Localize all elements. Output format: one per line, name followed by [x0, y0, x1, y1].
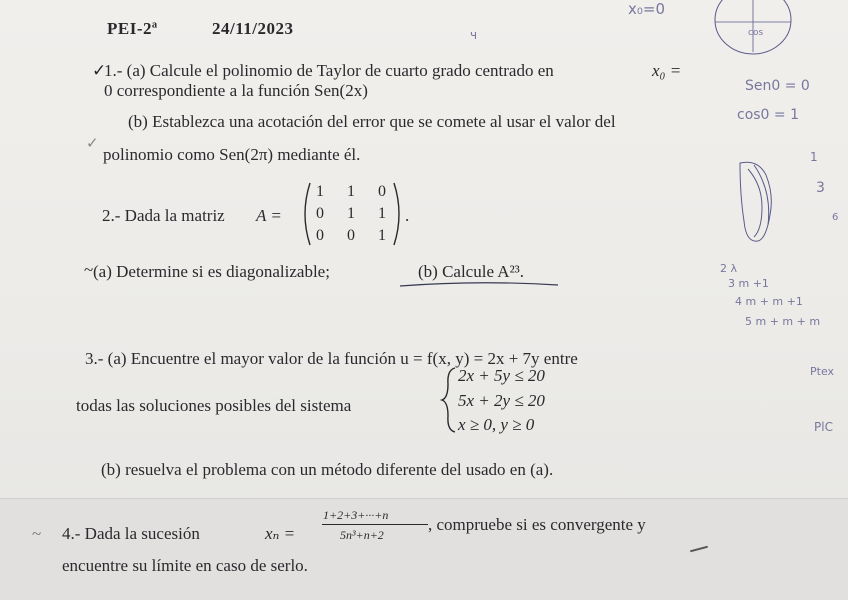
q2-intro: 2.- Dada la matriz [102, 206, 225, 225]
exam-code: PEI-2ª [107, 19, 158, 38]
matrix-cell: 1 [378, 227, 386, 244]
q1-b-line1: (b) Establezca una acotación del error que se comete al usar el valor del [128, 112, 616, 131]
note-num1: 1 [810, 150, 818, 164]
check-mark-icon: ✓ [86, 136, 99, 152]
fraction-bar [322, 524, 428, 525]
note-seq3: 4 m + m +1 [735, 295, 803, 308]
q3-a-line: 3.- (a) Encuentre el mayor valor de la función u = f(x, y) = 2x + 7y entre [85, 349, 578, 368]
note-side2: PlC [814, 420, 833, 434]
q4-seq-lhs: xₙ = [265, 524, 296, 543]
q1-a-line1: 1.- (a) Calcule el polinomio de Taylor de cuarto grado centrado en [104, 61, 554, 80]
q3-part-b: (b) resuelva el problema con un método diferente del usado en (a). [101, 460, 554, 479]
note-num6: 6 [832, 212, 839, 223]
matrix-cell: 1 [347, 205, 355, 222]
system-row: 5x + 2y ≤ 20 [458, 391, 545, 410]
q4-denominator: 5n³+n+2 [340, 528, 384, 542]
system-row: x ≥ 0, y ≥ 0 [458, 415, 535, 434]
paper-fold [0, 498, 848, 600]
note-seq2: 3 m +1 [728, 277, 769, 290]
underline-stroke [398, 280, 562, 290]
q2-part-a: (a) Determine si es diagonalizable; [93, 262, 330, 281]
q4-numerator: 1+2+3+···+n [323, 508, 389, 522]
system-row: 2x + 5y ≤ 20 [458, 366, 545, 385]
q2-part-b: (b) Calcule A²³. [418, 262, 525, 281]
note-q: ч [470, 28, 478, 42]
note-sen0: Sen0 = 0 [745, 78, 810, 94]
system-brace [440, 366, 458, 434]
matrix-cell: 0 [316, 227, 324, 244]
q1-a-line2: 0 correspondiente a la función Sen(2x) [104, 81, 368, 100]
q2-matrix [300, 181, 404, 247]
matrix-cell: 0 [316, 205, 324, 222]
note-seq4: 5 m + m + m [745, 315, 821, 328]
matrix-cell: 0 [347, 227, 355, 244]
q4-line2: encuentre su límite en caso de serlo. [62, 556, 308, 575]
note-side1: Ptex [810, 365, 835, 378]
note-cos: cos [748, 28, 764, 38]
q3-system-intro: todas las soluciones posibles del sistema [76, 396, 352, 415]
check-mark-icon: ✓ [92, 61, 107, 80]
note-num3: 3 [816, 180, 825, 196]
q4-intro: 4.- Dada la sucesión [62, 524, 200, 543]
note-cos0: cos0 = 1 [737, 107, 800, 123]
q4-line1-end: , compruebe si es convergente y [428, 515, 646, 534]
scribble-sketch [728, 155, 798, 250]
dash-mark: ~ [32, 524, 42, 543]
note-seq1: 2 λ [720, 262, 738, 275]
exam-date: 24/11/2023 [212, 19, 294, 38]
q2-period: . [405, 206, 410, 225]
dash-mark: ~ [84, 260, 94, 279]
matrix-cell: 1 [316, 183, 324, 200]
q2-matrix-name: A = [256, 206, 282, 225]
matrix-cell: 1 [347, 183, 355, 200]
matrix-cell: 0 [378, 183, 386, 200]
note-x0: x₀=0 [628, 0, 666, 18]
q1-a-x0: x₀ = [652, 61, 682, 80]
q1-b-line2: polinomio como Sen(2π) mediante él. [103, 145, 361, 164]
matrix-cell: 1 [378, 205, 386, 222]
